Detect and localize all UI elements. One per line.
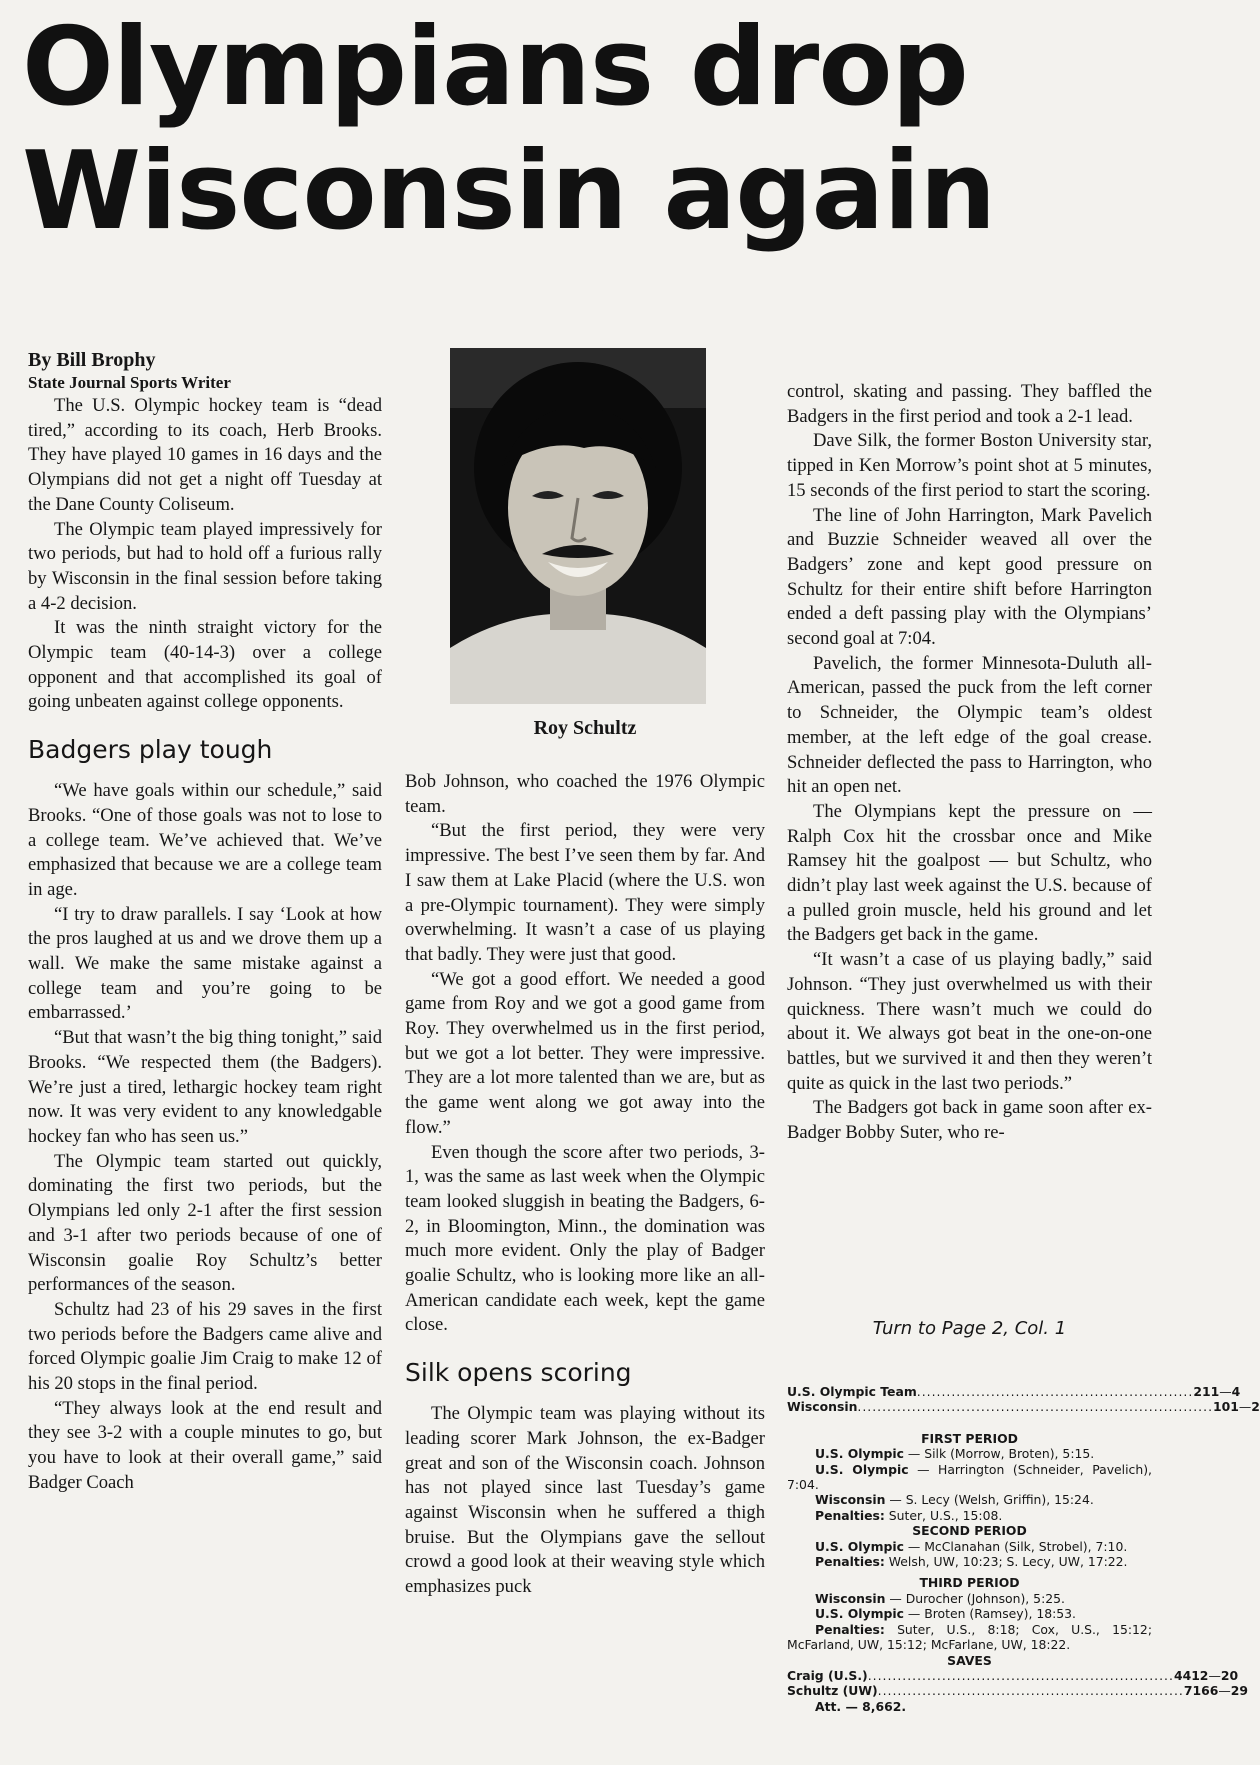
line-team: Penalties: [815,1554,885,1570]
paragraph: Schultz had 23 of his 29 saves in the first two periods before the Badgers came alive and forced Olympic goalie Jim Craig to make 12 of his 20 stops in the final period. [28,1298,382,1395]
box-score [787,1384,1260,1714]
score-row: U.S. Olympic Team ........................................................ 2 1 1 — 4 [787,1384,1241,1399]
paragraph: “We got a good effort. We needed a good game from Roy and we got a good game from Roy. They overwhelmed us in the first period, but we got a lot better. They were impressive. They are a lot more talented than we are, but as the game went along we got away into the flow.” [405,968,765,1138]
article-column-1 [28,348,382,1496]
line-text: — S. Lecy (Welsh, Griffin), 15:24. [885,1492,1094,1508]
paragraph: The Olympic team was playing without its leading scorer Mark Johnson, the ex-Badger great and son of the Wisconsin coach. Johnson has not played since last Tuesday’s game against Wisconsin when he suffered a thigh bruise. But the Olympians gave the sellout crowd a good look at their weaving style which emphasizes puck [405,1403,765,1598]
paragraph: “We have goals within our schedule,” said Brooks. “One of those goals was not to lose to a college team. We’ve achieved that. We’ve emphasized that because we are a college team in age. [28,780,382,900]
dash: — [1208,1667,1221,1683]
penalty-line [787,1508,1152,1523]
score-row: Wisconsin ........................................................................ 1 0 1 — 2 [787,1399,1260,1415]
period-heading: THIRD PERIOD [919,1575,1020,1591]
scoring-line [787,1492,1152,1507]
paragraph: Pavelich, the former Minnesota-Duluth all-American, passed the puck from the left corner to Schneider, the Olympic team’s oldest member, at the left edge of the goal crease. Schneider deflected the pass to Harrington, who hit an open net. [787,652,1152,798]
period-saves: 7 [1183,1683,1193,1699]
paragraph: “I try to draw parallels. I say ‘Look at how the pros laughed at us and we drove them up a wall. We make the same mistake against a college team and you’re going to be embarrassed.’ [28,903,382,1024]
scoring-line [787,1606,1152,1621]
photo-caption: Roy Schultz [533,717,637,739]
period-saves: 16 [1192,1683,1210,1699]
total-score: 2 [1251,1399,1260,1415]
line-text: — Silk (Morrow, Broten), 5:15. [903,1446,1095,1462]
line-text: Suter, U.S., 8:18; Cox, U.S., 15:12; McFarland, UW, 15:12; McFarlane, UW, 18:22. [787,1621,1152,1653]
total-saves: 20 [1220,1667,1239,1683]
period-score: 2 [1193,1384,1202,1399]
penalty-line [787,1622,1152,1653]
period-score: 1 [1230,1399,1239,1415]
saves-row: Schultz (UW) .............................................................. 7 16 6 — 29 [787,1683,1249,1699]
period-score: 0 [1221,1399,1231,1415]
dash: — [1238,1399,1252,1415]
line-team: U.S. Olympic [815,1446,904,1462]
scoring-line [787,1462,1152,1493]
portrait-photo [450,348,706,704]
portrait-illustration [450,348,706,704]
byline-name: By Bill Brophy [28,349,156,371]
headline-line-1: Olympians drop [22,5,968,130]
goalie-name: Craig (U.S.) [787,1667,868,1683]
goalie-name: Schultz (UW) [787,1683,878,1699]
scoring-line [787,1539,1152,1554]
line-team: Penalties: [815,1621,885,1637]
attendance: Att. — 8,662. [815,1698,907,1714]
line-team: Wisconsin [815,1492,886,1508]
line-team: U.S. Olympic [815,1538,904,1554]
paragraph: The line of John Harrington, Mark Pavelich and Buzzie Schneider weaved all over the Badgers’ zone and kept good pressure on Schultz for their entire shift before Harrington ended a deft passing play with the Olympians’ second goal at 7:04. [787,504,1152,650]
period-saves: 4 [1173,1667,1183,1683]
team-name: Wisconsin [787,1399,858,1415]
headline-line-2: Wisconsin again [22,129,996,254]
dash: — [1219,1384,1232,1399]
line-text: — Durocher (Johnson), 5:25. [885,1590,1065,1606]
period-heading: FIRST PERIOD [921,1430,1018,1446]
paragraph: “It wasn’t a case of us playing badly,” said Johnson. “They just overwhelmed us with their quickness. There wasn’t much we could do about it. We always got beat in the one-on-one battles, but we survived it and then they weren’t quite as quick in the last two periods.” [787,949,1152,1094]
period-score: 1 [1213,1399,1222,1415]
period-saves: 4 [1182,1667,1192,1683]
period-heading: SAVES [947,1652,992,1668]
line-text: — McClanahan (Silk, Strobel), 7:10. [903,1538,1128,1554]
paragraph: control, skating and passing. They baffled the Badgers in the first period and took a 2-1 lead. [787,381,1152,427]
line-text: Suter, U.S., 15:08. [884,1507,1003,1523]
jump-line: Turn to Page 2, Col. 1 [872,1318,1067,1339]
scoring-line [787,1446,1152,1461]
period-heading: SECOND PERIOD [912,1523,1027,1539]
byline-title: State Journal Sports Writer [28,373,231,392]
line-team: U.S. Olympic [815,1461,909,1477]
line-text: Welsh, UW, 10:23; S. Lecy, UW, 17:22. [884,1554,1128,1570]
saves-row: Craig (U.S.) .............................................................. 4 4 12 — 20 [787,1667,1239,1683]
paragraph: “They always look at the end result and they see 3-2 with a couple minutes to go, but you have to look at their overall game,” said Badger Coach [28,1397,382,1493]
line-text: — Harrington (Schneider, Pavelich), 7:04. [787,1461,1152,1493]
line-team: Wisconsin [815,1590,886,1606]
article-column-2 [405,770,765,1600]
paragraph: It was the ninth straight victory for the Olympic team (40-14-3) over a college opponent and that accomplished its goal of going unbeaten against college opponents. [28,617,382,713]
paragraph: “But that wasn’t the big thing tonight,” said Brooks. “We respected them (the Badgers). We’re just a tired, lethargic hockey team right now. It was very evident to any knowledgable hockey fan who has seen us.” [28,1027,382,1147]
period-score: 1 [1201,1384,1211,1399]
article-column-3 [787,380,1152,1146]
paragraph: The Badgers got back in game soon after ex-Badger Bobby Suter, who re- [787,1097,1152,1144]
paragraph: Dave Silk, the former Boston University star, tipped in Ken Morrow’s point shot at 5 minutes, 15 seconds of the first period to start the scoring. [787,430,1152,501]
line-team: Penalties: [815,1507,885,1523]
period-saves: 12 [1191,1667,1209,1683]
penalty-line [787,1554,1152,1569]
paragraph: Even though the score after two periods, 3-1, was the same as last week when the Olympic team looked sluggish in beating the Badgers, 6-2, in Bloomington, Minn., the domination was much more evident. Only the play of Badger goalie Schultz, who is looking more like an all-American candidate each week, kept the game close. [405,1141,765,1336]
scoring-line [787,1591,1152,1606]
subhead: Silk opens scoring [405,1358,632,1388]
paragraph: The U.S. Olympic hockey team is “dead tired,” according to its coach, Herb Brooks. They have played 10 games in 16 days and the Olympians did not get a night off Tuesday at the Dane County Coliseum. [28,395,382,515]
paragraph: The Olympians kept the pressure on — Ralph Cox hit the crossbar once and Mike Ramsey hit the goalpost — but Schultz, who didn’t play last week against the U.S. because of a pulled groin muscle, held his ground and let the Badgers get back in the game. [787,800,1152,946]
dash: — [1218,1683,1231,1699]
period-score: 1 [1210,1384,1220,1399]
paragraph: Bob Johnson, who coached the 1976 Olympic team. [405,771,765,817]
paragraph: “But the first period, they were very impressive. The best I’ve seen them by far. And I saw them at Lake Placid (where the U.S. won a pre-Olympic tournament). They were simply overwhelming. It wasn’t a case of us playing that badly. They were just that good. [405,820,765,965]
line-team: U.S. Olympic [815,1606,904,1622]
subhead: Badgers play tough [28,735,273,765]
period-saves: 6 [1209,1683,1219,1699]
total-saves: 29 [1230,1683,1249,1699]
line-text: — Broten (Ramsey), 18:53. [903,1606,1076,1622]
paragraph: The Olympic team started out quickly, dominating the first two periods, but the Olympians led only 2-1 after the first session and 3-1 after two periods because of one of Wisconsin goalie Roy Schultz’s better performances of the season. [28,1150,382,1296]
total-score: 4 [1231,1384,1241,1399]
paragraph: The Olympic team played impressively for two periods, but had to hold off a furious rally by Wisconsin in the final session before taking a 4-2 decision. [28,518,382,614]
headline [22,6,1152,254]
team-name: U.S. Olympic Team [787,1384,917,1399]
